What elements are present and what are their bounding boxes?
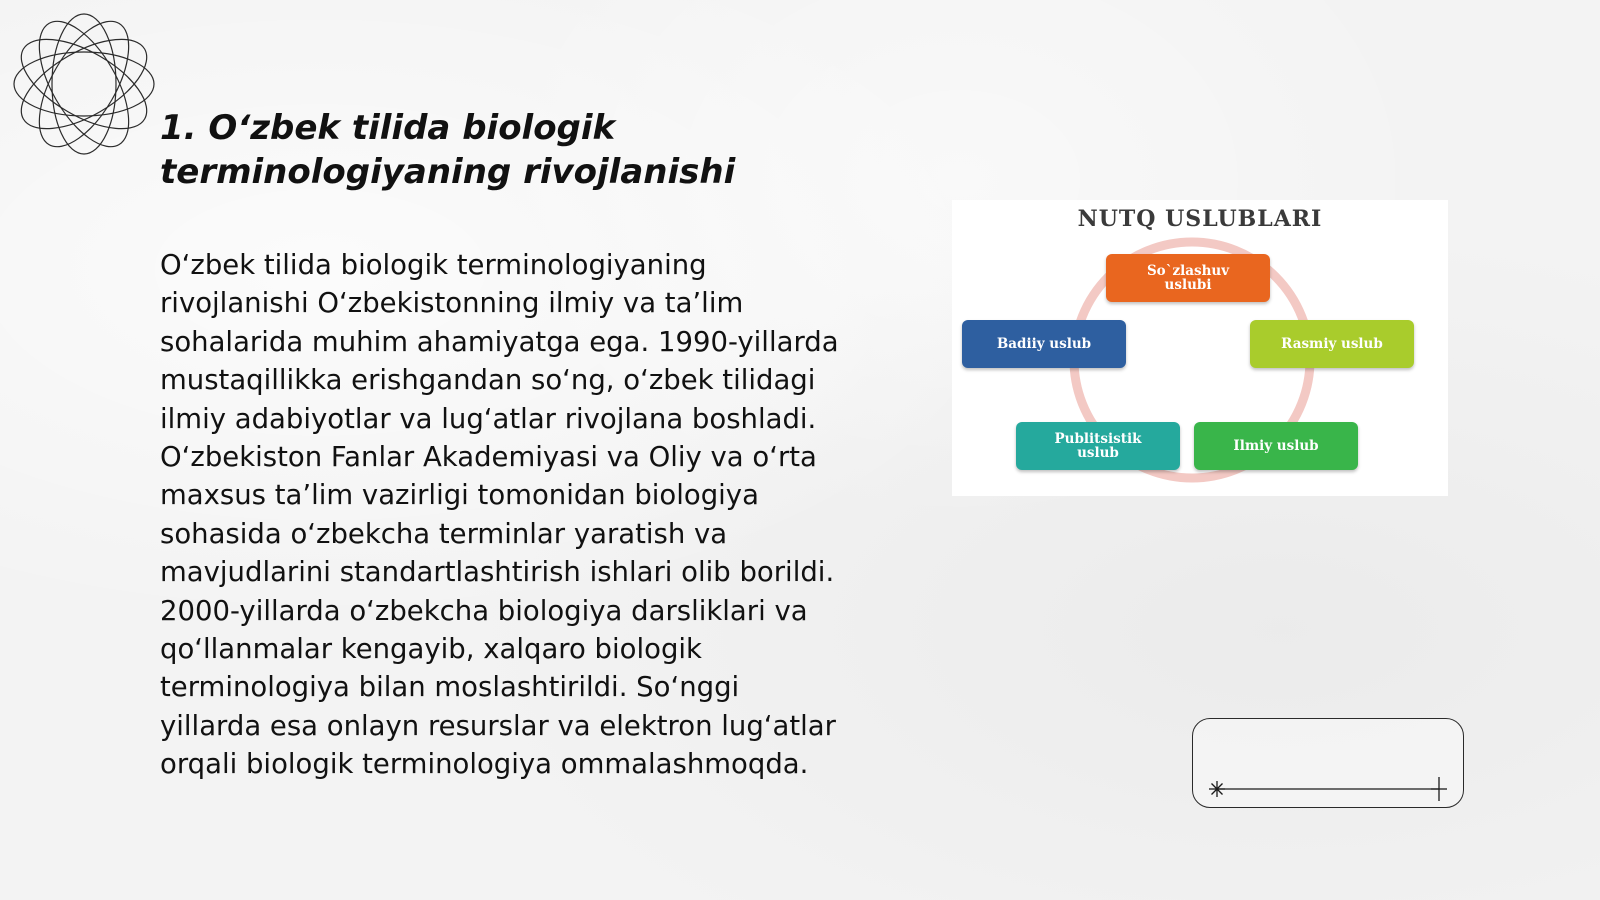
node-badiiy-label: Badiiy uslub: [996, 336, 1092, 352]
node-ilmiy-uslub: [1194, 422, 1358, 470]
slide-title-line2: terminologiyaning rivojlanishi: [160, 152, 736, 192]
sparkle-start-icon: [1209, 781, 1225, 797]
node-ilmiy-label: Ilmiy uslub: [1233, 438, 1319, 454]
slide-title-line1: 1. O‘zbek tilida biologik: [160, 108, 616, 148]
nutq-uslublari-diagram: [952, 200, 1448, 496]
node-rasmiy-label: Rasmiy uslub: [1281, 336, 1383, 352]
node-rasmiy-uslub: [1250, 320, 1414, 368]
cross-end-icon: [1431, 777, 1447, 801]
spirograph-icon: [10, 10, 158, 158]
node-sozlashuv-line2: uslubi: [1164, 277, 1212, 293]
node-sozlashuv-uslubi: [1106, 254, 1270, 302]
node-publitsistik-line2: uslub: [1077, 445, 1119, 461]
node-badiiy-uslub: [962, 320, 1126, 368]
slide-body-text: O‘zbek tilida biologik terminologiyaning rivojlanishi O‘zbekistonning ilmiy va ta’lim sohalarida muhim ahamiyatga ega. 1990-yillarda mustaqillikka erishgandan so‘ng, o‘zbek tilidagi ilmiy adabiyotlar va lug‘atlar rivojlana boshladi. O‘zbekiston Fanlar Akademiyasi va Oliy va o‘rta maxsus ta’lim vazirligi tomonidan biologiya sohasida o‘zbekcha terminlar yaratish va mavjudlarini standartlashtirish ishlari olib borildi. 2000-yillarda o‘zbekcha biologiya darsliklari va qo‘llanmalar kengayib, xalqaro biologik terminologiya bilan moslashtirildi. So‘nggi yillarda esa onlayn resurslar va elektron lug‘atlar orqali biologik terminologiya ommalashmoqda.: [160, 249, 839, 781]
node-publitsistik-uslub: [1016, 422, 1180, 470]
node-publitsistik-line1: Publitsistik: [1054, 431, 1142, 447]
diagram-title: NUTQ USLUBLARI: [1077, 206, 1323, 232]
slide-title: [160, 106, 860, 194]
slider-line-widget: [1192, 718, 1464, 808]
node-sozlashuv-line1: So`zlashuv: [1146, 263, 1230, 279]
